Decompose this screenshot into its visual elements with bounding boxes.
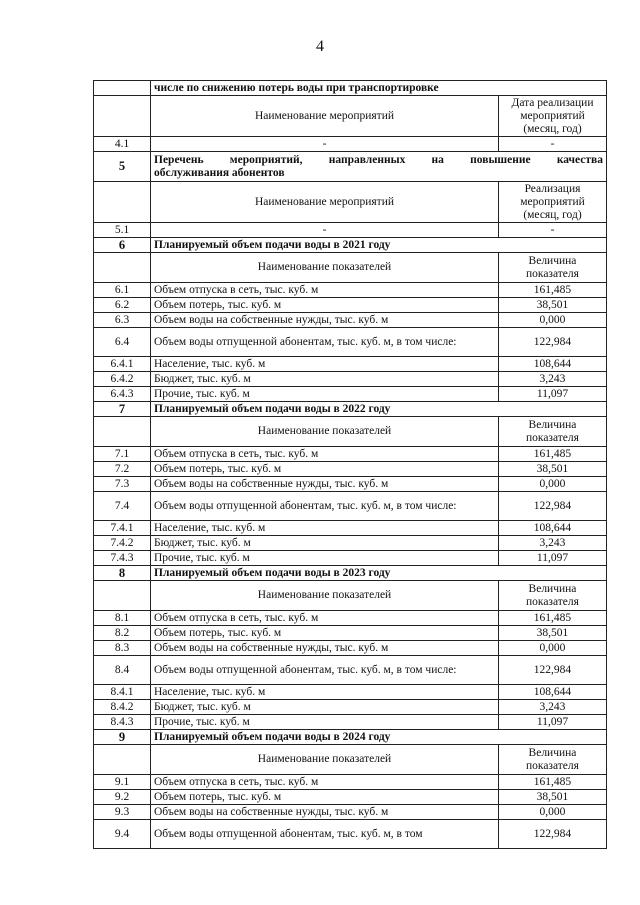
row-value: 161,485 (498, 775, 606, 790)
row-number: 5.1 (94, 223, 151, 238)
row-number: 9.2 (94, 790, 151, 805)
continuation-row (94, 81, 607, 96)
column-header-value: Величина показателя (498, 581, 606, 611)
page-number: 4 (316, 38, 324, 55)
section-header-row (94, 253, 607, 283)
row-name: Объем воды на собственные нужды, тыс. куб. м (151, 641, 499, 656)
row-number: 6.4.2 (94, 372, 151, 387)
row-name: Объем отпуска в сеть, тыс. куб. м (151, 447, 499, 462)
section-title-row (94, 238, 607, 253)
table-row (94, 283, 607, 298)
section-title-line1: Перечень мероприятий, направленных на повышение качества (154, 153, 603, 166)
column-header-name: Наименование мероприятий (151, 182, 499, 223)
row-number: 6.1 (94, 283, 151, 298)
table-row (94, 137, 607, 152)
row-value: 38,501 (498, 626, 606, 641)
row-name: Объем воды отпущенной абонентам, тыс. куб. м, в том числе: (151, 492, 499, 521)
column-header-name: Наименование показателей (151, 417, 499, 447)
row-name: Объем воды на собственные нужды, тыс. куб. м (151, 805, 499, 820)
table-row (94, 775, 607, 790)
table-row (94, 492, 607, 521)
row-value: 108,644 (498, 521, 606, 536)
row-value: 3,243 (498, 536, 606, 551)
table-row (94, 477, 607, 492)
row-value: 161,485 (498, 447, 606, 462)
section-title: Планируемый объем подачи воды в 2022 году (151, 402, 607, 417)
row-name: Бюджет, тыс. куб. м (151, 372, 499, 387)
table-row (94, 328, 607, 357)
row-value: 122,984 (498, 656, 606, 685)
table-row (94, 372, 607, 387)
row-name: Бюджет, тыс. куб. м (151, 700, 499, 715)
section-title: Планируемый объем подачи воды в 2021 году (151, 238, 607, 253)
row-number: 6.4.1 (94, 357, 151, 372)
row-number: 8.4.3 (94, 715, 151, 730)
row-name: Население, тыс. куб. м (151, 685, 499, 700)
row-number: 6.2 (94, 298, 151, 313)
continuation-text: числе по снижению потерь воды при транспортировке (151, 81, 607, 96)
row-value: 11,097 (498, 715, 606, 730)
row-number: 8.3 (94, 641, 151, 656)
row-name: Объем воды отпущенной абонентам, тыс. куб. м, в том числе: (151, 656, 499, 685)
row-value: 11,097 (498, 387, 606, 402)
row-value: - (498, 223, 606, 238)
row-name: Объем потерь, тыс. куб. м (151, 298, 499, 313)
row-value: 0,000 (498, 477, 606, 492)
table-row (94, 641, 607, 656)
column-header-name: Наименование показателей (151, 253, 499, 283)
section-title-row (94, 730, 607, 745)
table-row (94, 790, 607, 805)
section4-header-row (94, 96, 607, 137)
row-value: 38,501 (498, 462, 606, 477)
row-value: 11,097 (498, 551, 606, 566)
row-name: - (151, 137, 499, 152)
row-number: 6.4.3 (94, 387, 151, 402)
row-value: 0,000 (498, 641, 606, 656)
row-number: 8.1 (94, 611, 151, 626)
row-value: 0,000 (498, 313, 606, 328)
section-number: 5 (94, 152, 151, 182)
row-name: Объем воды на собственные нужды, тыс. куб. м (151, 477, 499, 492)
section-number: 9 (94, 730, 151, 745)
row-value: 38,501 (498, 790, 606, 805)
table-row (94, 656, 607, 685)
row-number: 7.3 (94, 477, 151, 492)
table-row (94, 462, 607, 477)
table-row (94, 700, 607, 715)
row-name: Население, тыс. куб. м (151, 521, 499, 536)
row-number: 8.4.1 (94, 685, 151, 700)
row-value: 3,243 (498, 700, 606, 715)
table-row (94, 685, 607, 700)
row-number: 7.4.3 (94, 551, 151, 566)
section5-header-row (94, 182, 607, 223)
table-row (94, 313, 607, 328)
table-row (94, 805, 607, 820)
column-header-value: Величина показателя (498, 417, 606, 447)
row-number: 7.4 (94, 492, 151, 521)
table-row (94, 820, 607, 849)
row-number: 6.3 (94, 313, 151, 328)
row-number: 7.4.2 (94, 536, 151, 551)
row-number: 6.4 (94, 328, 151, 357)
row-value: 122,984 (498, 820, 606, 849)
section-header-row (94, 581, 607, 611)
row-name: Объем воды на собственные нужды, тыс. куб. м (151, 313, 499, 328)
row-value: 38,501 (498, 298, 606, 313)
section-number: 6 (94, 238, 151, 253)
row-name: Прочие, тыс. куб. м (151, 715, 499, 730)
row-number: 9.3 (94, 805, 151, 820)
section-title (151, 152, 607, 182)
section-title-row (94, 402, 607, 417)
table-row (94, 611, 607, 626)
row-value: - (498, 137, 606, 152)
row-value: 108,644 (498, 357, 606, 372)
row-value: 161,485 (498, 611, 606, 626)
row-value: 122,984 (498, 328, 606, 357)
row-number: 8.2 (94, 626, 151, 641)
row-value: 161,485 (498, 283, 606, 298)
row-name: Население, тыс. куб. м (151, 357, 499, 372)
table-row (94, 223, 607, 238)
section-title: Планируемый объем подачи воды в 2024 году (151, 730, 607, 745)
row-value: 3,243 (498, 372, 606, 387)
section-title-line2: обслуживания абонентов (154, 166, 285, 179)
row-number: 7.2 (94, 462, 151, 477)
row-name: Прочие, тыс. куб. м (151, 387, 499, 402)
table-row (94, 521, 607, 536)
row-name: Объем потерь, тыс. куб. м (151, 790, 499, 805)
column-header-name: Наименование мероприятий (151, 96, 499, 137)
table-row (94, 298, 607, 313)
section-number: 7 (94, 402, 151, 417)
column-header-value: Величина показателя (498, 745, 606, 775)
table-row (94, 387, 607, 402)
table-row (94, 626, 607, 641)
row-name: Объем отпуска в сеть, тыс. куб. м (151, 611, 499, 626)
table-row (94, 357, 607, 372)
section-title: Планируемый объем подачи воды в 2023 году (151, 566, 607, 581)
column-header-value: Величина показателя (498, 253, 606, 283)
column-header-name: Наименование показателей (151, 581, 499, 611)
row-name: Объем потерь, тыс. куб. м (151, 626, 499, 641)
row-number: 4.1 (94, 137, 151, 152)
row-value: 122,984 (498, 492, 606, 521)
row-number: 9.4 (94, 820, 151, 849)
row-name: - (151, 223, 499, 238)
section-number: 8 (94, 566, 151, 581)
section-title-row (94, 566, 607, 581)
row-value: 108,644 (498, 685, 606, 700)
section-header-row (94, 745, 607, 775)
row-name: Бюджет, тыс. куб. м (151, 536, 499, 551)
row-name: Объем воды отпущенной абонентам, тыс. куб. м, в том (151, 820, 499, 849)
row-number: 7.4.1 (94, 521, 151, 536)
row-number: 7.1 (94, 447, 151, 462)
column-header-name: Наименование показателей (151, 745, 499, 775)
column-header-date: Реализация мероприятий (месяц, год) (498, 182, 606, 223)
section5-title-row (94, 152, 607, 182)
table-row (94, 715, 607, 730)
row-value: 0,000 (498, 805, 606, 820)
table-row (94, 536, 607, 551)
row-name: Объем отпуска в сеть, тыс. куб. м (151, 775, 499, 790)
section-header-row (94, 417, 607, 447)
row-name: Объем отпуска в сеть, тыс. куб. м (151, 283, 499, 298)
table-row (94, 447, 607, 462)
row-name: Прочие, тыс. куб. м (151, 551, 499, 566)
row-number: 8.4 (94, 656, 151, 685)
row-number: 9.1 (94, 775, 151, 790)
row-name: Объем потерь, тыс. куб. м (151, 462, 499, 477)
row-name: Объем воды отпущенной абонентам, тыс. куб. м, в том числе: (151, 328, 499, 357)
row-number: 8.4.2 (94, 700, 151, 715)
table-row (94, 551, 607, 566)
column-header-date: Дата реализации мероприятий (месяц, год) (498, 96, 606, 137)
water-plan-table (93, 80, 607, 849)
